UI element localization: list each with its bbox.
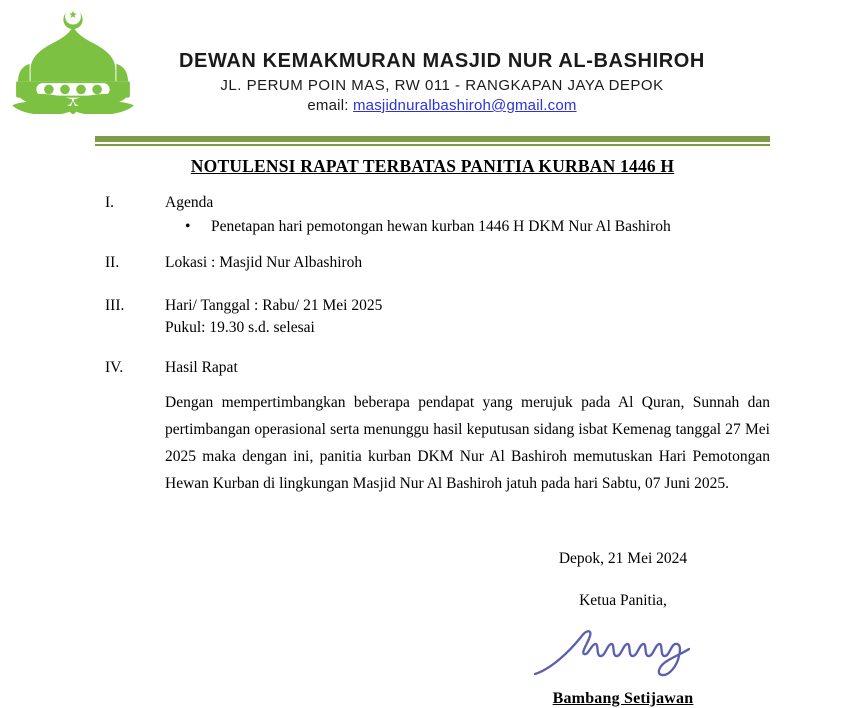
role-line: Ketua Panitia, <box>579 592 667 609</box>
email-label: email: <box>307 97 349 114</box>
list-item-schedule <box>105 298 770 336</box>
org-email-line <box>136 97 748 114</box>
list-item-lokasi <box>105 255 770 271</box>
item-text <box>165 298 770 336</box>
document-title: NOTULENSI RAPAT TERBATAS PANITIA KURBAN 1446 H <box>190 156 675 176</box>
item-numeral: IV. <box>105 358 124 376</box>
org-name: DEWAN KEMAKMURAN MASJID NUR AL-BASHIROH <box>179 50 705 72</box>
item-numeral: I. <box>105 194 115 211</box>
agenda-bullet-item <box>105 219 770 235</box>
divider-thin-bar <box>95 144 770 146</box>
mosque-logo-icon <box>10 6 136 114</box>
bullet-indent <box>105 219 185 235</box>
schedule-date-line: Hari/ Tanggal : Rabu/ 21 Mei 2025 <box>165 296 383 314</box>
signature-block <box>518 550 728 708</box>
item-text: Lokasi : Masjid Nur Albashiroh <box>165 254 363 271</box>
item-numeral: II. <box>105 254 120 271</box>
bullet-marker: • <box>185 217 191 235</box>
list-item-agenda <box>105 195 770 211</box>
item-numeral: III. <box>105 296 125 314</box>
org-address: JL. PERUM POIN MAS, RW 011 - RANGKAPAN JAYA DEPOK <box>220 77 664 94</box>
schedule-time-line: Pukul: 19.30 s.d. selesai <box>165 319 315 336</box>
email-link[interactable]: masjidnuralbashiroh@gmail.com <box>352 97 577 114</box>
list-item-hasil <box>105 360 770 376</box>
document-body <box>105 195 770 497</box>
item-text: Agenda <box>165 194 214 211</box>
result-paragraph: Dengan mempertimbangkan beberapa pendapat yang merujuk pada Al Quran, Sunnah dan pertimbangan operasional serta menunggu hasil keputusan sidang isbat Kemenag tanggal 27 Mei 2025 maka dengan ini, panitia kurban DKM Nur Al Bashiroh memutuskan Hari Pemotongan Hewan Kurban di lingkungan Masjid Nur Al Bashiroh jatuh pada hari Sabtu, 07 Juni 2025. <box>165 394 770 492</box>
item-text: Hasil Rapat <box>165 358 238 376</box>
signer-name: Bambang Setijawan <box>552 690 694 707</box>
place-date-line: Depok, 21 Mei 2024 <box>558 550 688 567</box>
letterhead <box>0 0 865 114</box>
letterhead-divider <box>95 136 770 146</box>
letterhead-text <box>136 6 748 114</box>
handwritten-signature-icon <box>531 616 716 688</box>
bullet-text: Penetapan hari pemotongan hewan kurban 1446 H DKM Nur Al Bashiroh <box>211 217 671 235</box>
